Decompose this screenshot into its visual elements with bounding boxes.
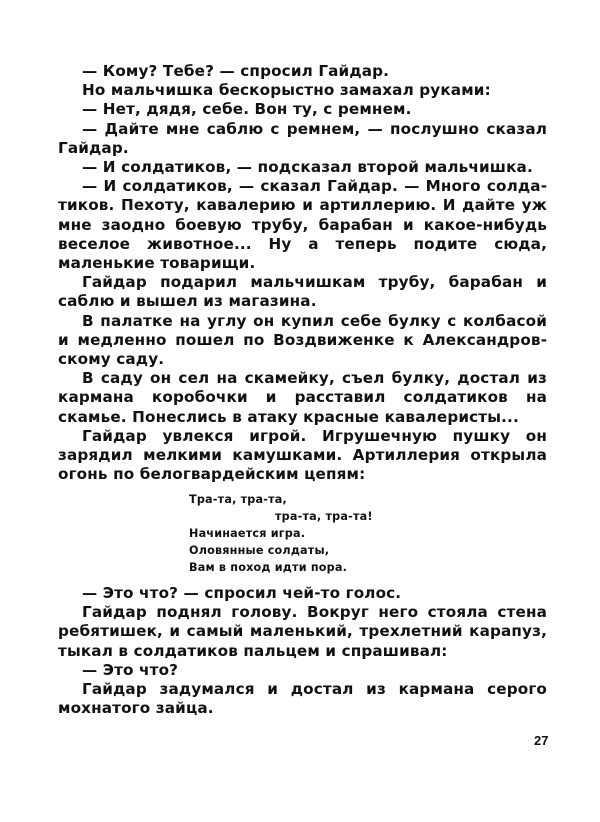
dialogue-line: — Дайте мне саблю с ремнем, — послушно сказал Гайдар. [58, 119, 547, 157]
dialogue-line: — Кому? Тебе? — спросил Гайдар. [82, 62, 390, 80]
paragraph: Гайдар увлекся игрой. Игрушечную пушку он зарядил мелкими камушками. Артиллерия открыла огонь по белогвардейским цепям: [58, 426, 547, 484]
upper-text-block [58, 62, 547, 484]
paragraph: Гайдар поднял голову. Вокруг него стояла стена ребятишек, и самый маленький, трехлетний карапуз, тыкал в солдатиков пальцем и спрашивал: [58, 603, 547, 660]
poem-line: Вам в поход идти пора. [189, 561, 348, 574]
paragraph: Но мальчишка бескорыстно замахал руками: [82, 81, 491, 100]
paragraph: В саду он сел на скамейку, съел булку, достал из кармана коробочки и расставил солдатиков на скамье. Понеслись в атаку красные кавалеристы... [58, 369, 547, 426]
poem-line: тра-та, тра-та! [275, 510, 373, 523]
poem-line: Тра-та, тра-та, [189, 493, 287, 506]
dialogue-line: — Нет, дядя, себе. Вон ту, с ремнем. [82, 100, 412, 119]
poem-line: Начинается игра. [189, 527, 306, 540]
poem-line: Оловянные солдаты, [189, 544, 330, 557]
dialogue-line: — Это что? — спросил чей-то голос. [82, 584, 402, 602]
paragraph: В палатке на углу он купил себе булку с колбасой и медленно пошел по Воздвиженке к Александровскому саду. [58, 311, 547, 369]
dialogue-line: — Это что? [82, 660, 179, 679]
dialogue-line: — И солдатиков, — сказал Гайдар. — Много солдатиков. Пехоту, кавалерию и артиллерию. И дайте уж мне заодно боевую трубу, барабан и какое-нибудь веселое животное... Ну а теперь подите сюда, маленькие товарищи. [58, 177, 547, 273]
paragraph: Гайдар подарил мальчишкам трубу, барабан и саблю и вышел из магазина. [58, 273, 547, 311]
dialogue-line: — И солдатиков, — подсказал второй мальчишка. [82, 158, 533, 177]
page-number: 27 [534, 733, 549, 748]
poem-verse [189, 491, 373, 576]
paragraph: Гайдар задумался и достал из кармана серого мохнатого зайца. [58, 680, 547, 718]
lower-text-block [58, 584, 547, 718]
